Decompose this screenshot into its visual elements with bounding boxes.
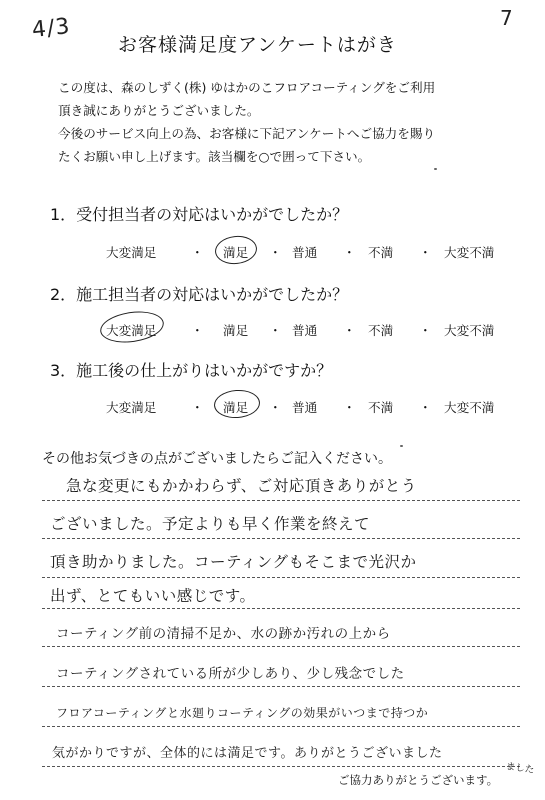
handwritten-comment-line: 気がかりですが、全体的には満足です。ありがとうございました — [52, 746, 443, 761]
ruled-line — [42, 538, 520, 539]
ruled-line — [42, 577, 520, 578]
other-comments-prompt: その他お気づきの点がございましたらご記入ください。 — [42, 451, 392, 467]
option-very-dissatisfied[interactable]: 大変不満 — [444, 323, 495, 338]
separator-dot: ・ — [191, 400, 204, 415]
option-very-dissatisfied[interactable]: 大変不満 — [444, 400, 495, 415]
separator-dot: ・ — [191, 323, 204, 338]
separator-dot: ・ — [269, 323, 282, 338]
option-very-satisfied[interactable]: 大変満足 — [106, 323, 157, 338]
question-1: 1．受付担当者の対応はいかがでしたか？ — [50, 205, 349, 224]
intro-line: たくお願い申し上げます。該当欄を○で囲って下さい。 — [58, 149, 371, 164]
option-very-dissatisfied[interactable]: 大変不満 — [444, 245, 495, 260]
ruled-line — [42, 686, 520, 687]
survey-title: お客様満足度アンケートはがき — [118, 34, 397, 56]
option-neutral[interactable]: 普通 — [292, 400, 318, 415]
ruled-line — [42, 646, 520, 647]
question-3: 3．施工後の仕上がりはいかがですか？ — [50, 361, 333, 380]
handwritten-comment-line: コーティングされている所が少しあり、少し残念でした — [56, 666, 405, 682]
option-dissatisfied[interactable]: 不満 — [368, 245, 394, 260]
option-satisfied[interactable]: 満足 — [223, 400, 249, 415]
separator-dot: ・ — [269, 400, 282, 415]
option-dissatisfied[interactable]: 不満 — [368, 323, 394, 338]
question-2: 2．施工担当者の対応はいかがでしたか？ — [50, 285, 349, 304]
handwritten-comment-line: 出ず、とてもいい感じです。 — [50, 587, 256, 605]
handwritten-comment-line: ございました。予定よりも早く作業を終えて — [50, 515, 371, 533]
closing-text: ご協力ありがとうございます。 — [338, 773, 499, 787]
question-1-options — [60, 242, 530, 262]
separator-dot: ・ — [419, 323, 432, 338]
question-3-options — [60, 397, 530, 417]
separator-dot: ・ — [343, 400, 356, 415]
scan-speck — [400, 445, 403, 447]
handwritten-note: ました — [505, 761, 535, 776]
handwritten-comment-line: 頂き助かりました。コーティングもそこまで光沢か — [50, 553, 417, 571]
ruled-line — [42, 726, 520, 727]
intro-line: 今後のサービス向上の為、お客様に下記アンケートへご協力を賜り — [58, 126, 436, 141]
handwritten-date: 4/3 — [30, 14, 72, 43]
intro-text — [58, 76, 528, 168]
option-very-satisfied[interactable]: 大変満足 — [106, 245, 157, 260]
option-satisfied[interactable]: 満足 — [223, 245, 249, 260]
handwritten-number: 7 — [500, 6, 513, 30]
scan-speck — [434, 168, 437, 170]
separator-dot: ・ — [343, 323, 356, 338]
ruled-line — [42, 608, 520, 609]
option-neutral[interactable]: 普通 — [292, 323, 318, 338]
intro-line: 頂き誠にありがとうございました。 — [58, 103, 260, 118]
question-2-options — [60, 320, 530, 340]
option-neutral[interactable]: 普通 — [292, 245, 318, 260]
handwritten-comment-line: フロアコーティングと水廻りコーティングの効果がいつまで持つか — [56, 706, 429, 720]
separator-dot: ・ — [269, 245, 282, 260]
separator-dot: ・ — [419, 245, 432, 260]
separator-dot: ・ — [419, 400, 432, 415]
option-dissatisfied[interactable]: 不満 — [368, 400, 394, 415]
handwritten-comment-line: コーティング前の清掃不足か、水の跡か汚れの上から — [56, 626, 391, 642]
separator-dot: ・ — [343, 245, 356, 260]
ruled-line — [42, 766, 520, 767]
option-satisfied[interactable]: 満足 — [223, 323, 249, 338]
option-very-satisfied[interactable]: 大変満足 — [106, 400, 157, 415]
intro-line: この度は、森のしずく(株) ゆはかのこフロアコーティングをご利用 — [58, 80, 436, 95]
handwritten-comment-line: 急な変更にもかかわらず、ご対応頂きありがとう — [66, 477, 417, 495]
separator-dot: ・ — [191, 245, 204, 260]
ruled-line — [42, 500, 520, 501]
